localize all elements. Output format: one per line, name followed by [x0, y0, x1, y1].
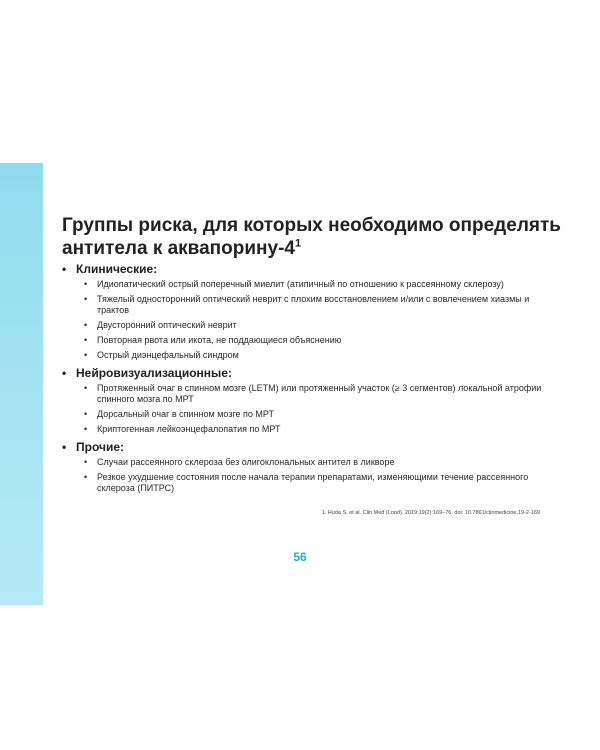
bullet-icon: • — [84, 472, 88, 482]
list-item-text: Повторная рвота или икота, не поддающиеся объяснению — [97, 335, 342, 345]
bullet-icon: • — [84, 409, 88, 419]
section-items — [62, 457, 542, 494]
section-heading-text: Нейровизуализационные: — [76, 366, 232, 380]
list-item — [84, 335, 542, 346]
section-items — [62, 383, 542, 435]
list-item — [84, 472, 542, 494]
bullet-icon: • — [62, 366, 67, 380]
bullet-icon: • — [62, 440, 67, 454]
bullet-icon: • — [62, 262, 67, 276]
list-item-text: Острый диэнцефальный синдром — [97, 350, 239, 360]
section-neuroimaging — [62, 366, 542, 435]
list-item — [84, 383, 542, 405]
bullet-icon: • — [84, 424, 88, 434]
slide-title-text: Группы риска, для которых необходимо определять антитела к аквапорину-4 — [62, 215, 561, 259]
page-number: 56 — [293, 550, 307, 564]
list-item-text: Идиопатический острый поперечный миелит (атипичный по отношению к рассеянному склерозу) — [97, 279, 504, 289]
bullet-icon: • — [84, 383, 88, 393]
list-item-text: Случаи рассеянного склероза без олигоклональных антител в ликворе — [97, 457, 395, 467]
slide-title — [62, 214, 562, 260]
list-item — [84, 279, 542, 290]
list-item — [84, 294, 542, 316]
section-other — [62, 440, 542, 494]
section-clinical — [62, 262, 542, 361]
title-footnote-marker: 1 — [294, 237, 302, 250]
risk-groups-list — [62, 262, 542, 499]
bullet-icon: • — [84, 279, 88, 289]
bullet-icon: • — [84, 457, 88, 467]
section-heading-text: Клинические: — [76, 262, 158, 276]
section-heading — [62, 366, 542, 380]
list-item-text: Дорсальный очаг в спинном мозге по МРТ — [97, 409, 275, 419]
section-heading-text: Прочие: — [76, 440, 124, 454]
list-item-text: Тяжелый односторонний оптический неврит с плохим восстановлением и/или с вовлечением хиазмы и трактов — [97, 294, 530, 315]
bullet-icon: • — [84, 294, 88, 304]
list-item — [84, 409, 542, 420]
list-item-text: Криптогенная лейкоэнцефалопатия по МРТ — [97, 424, 281, 434]
list-item-text: Двусторонний оптический неврит — [97, 320, 237, 330]
bullet-icon: • — [84, 335, 88, 345]
list-item-text: Резкое ухудшение состояния после начала терапии препаратами, изменяющими течение рассеянного склероза (ПИТРС) — [97, 472, 529, 493]
list-item — [84, 424, 542, 435]
section-items — [62, 279, 542, 361]
section-heading — [62, 440, 542, 454]
accent-bar — [0, 163, 43, 605]
reference-footnote: 1. Huda S, et al. Clin Med (Lond). 2019;19(2):169–76. doi: 10.7861/clinmedicine.19-2-169 — [321, 510, 540, 516]
list-item — [84, 457, 542, 468]
bullet-icon: • — [84, 350, 88, 360]
bullet-icon: • — [84, 320, 88, 330]
list-item-text: Протяженный очаг в спинном мозге (LETM) или протяженный участок (≥ 3 сегментов) локальной атрофии спинного мозга по МРТ — [97, 383, 542, 404]
list-item — [84, 320, 542, 331]
list-item — [84, 350, 542, 361]
section-heading — [62, 262, 542, 276]
